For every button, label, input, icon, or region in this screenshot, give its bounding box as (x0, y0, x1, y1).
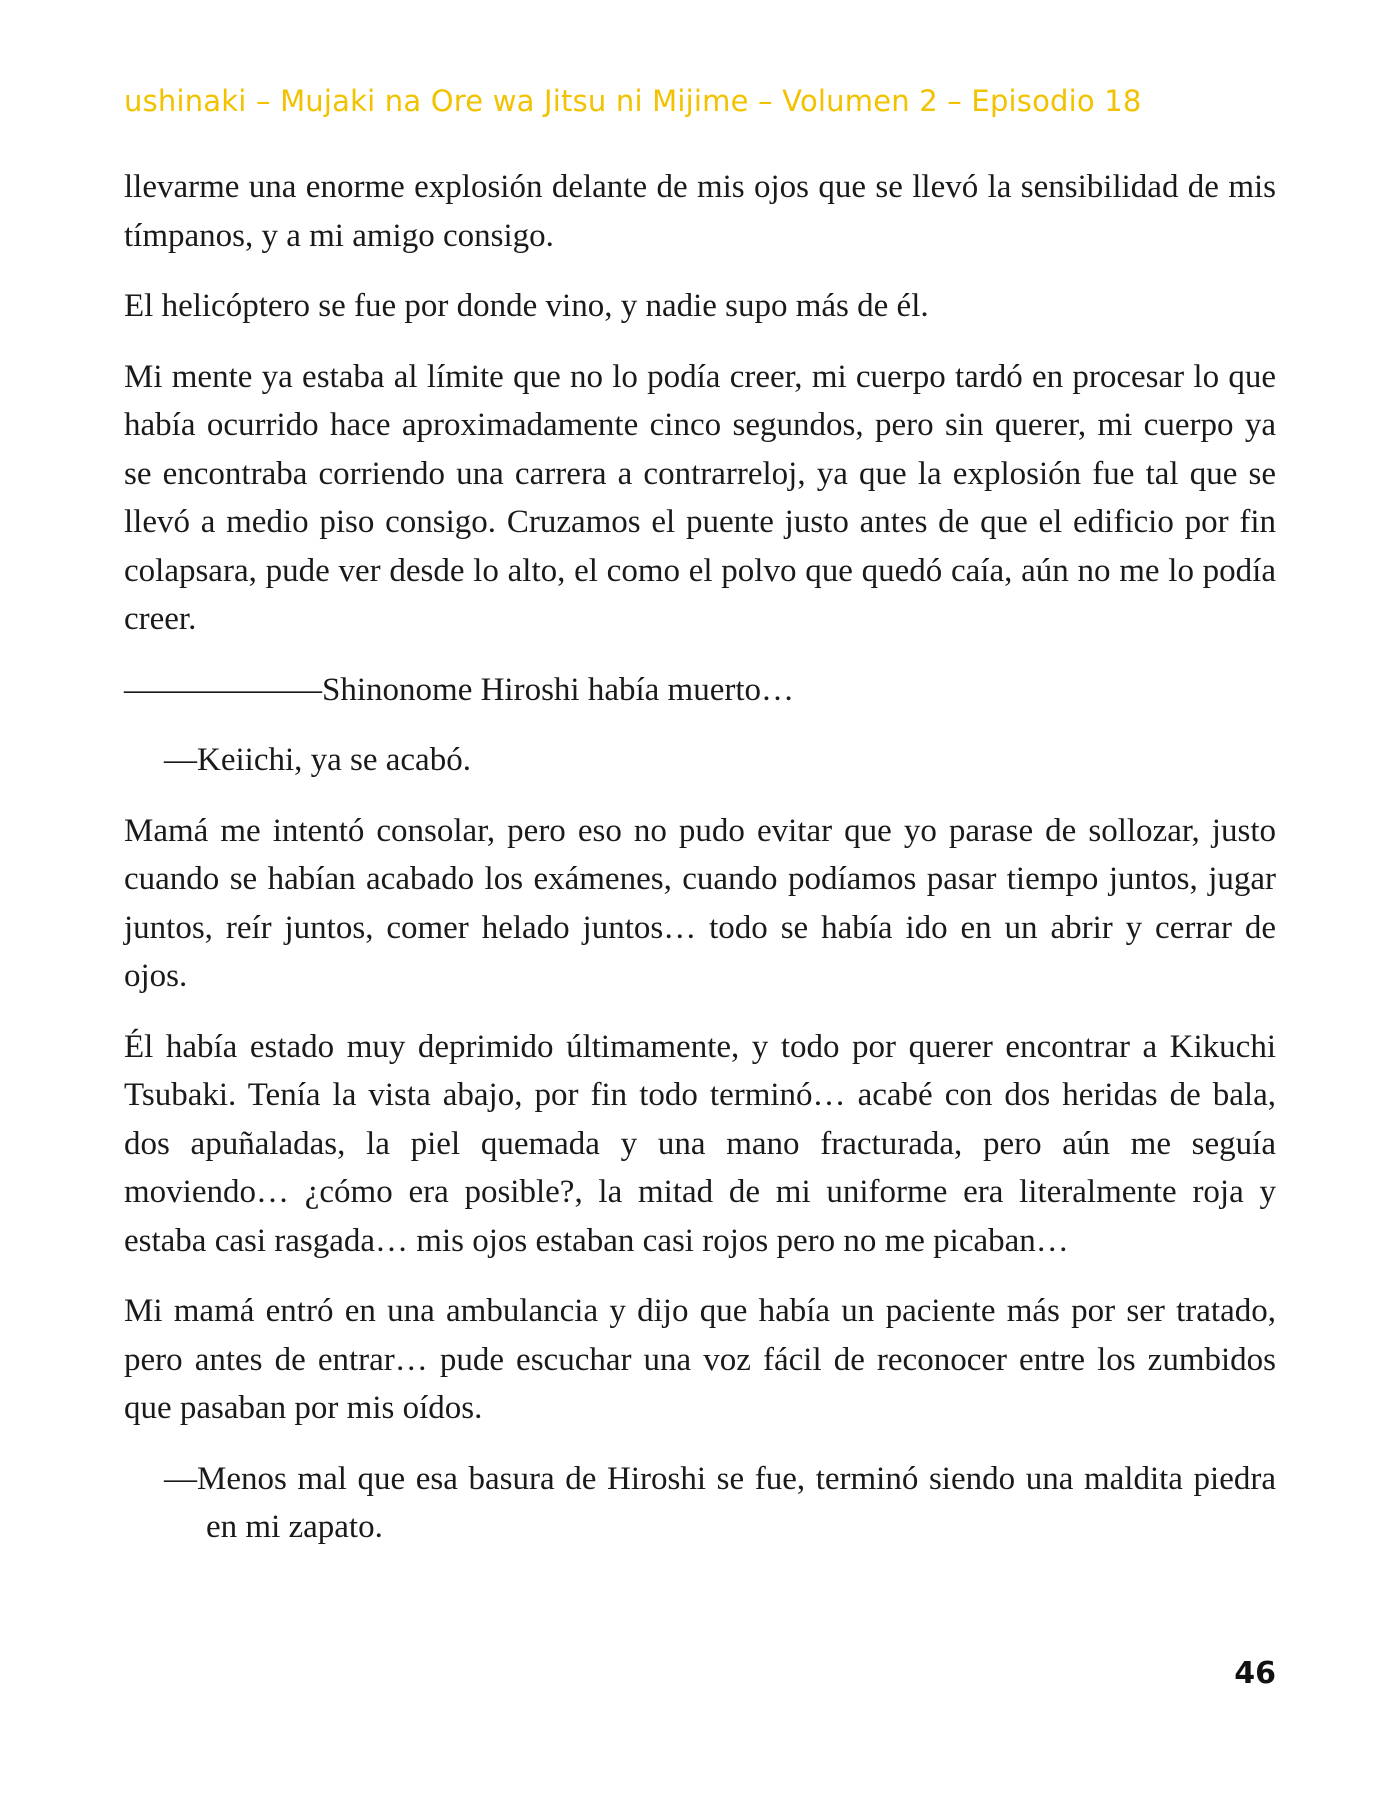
page-number: 46 (1234, 1656, 1276, 1691)
dialogue-line: —Menos mal que esa basura de Hiroshi se fue, terminó siendo una maldita piedra en mi zapato. (164, 1460, 1276, 1545)
dialogue-line: —Keiichi, ya se acabó. (164, 742, 471, 778)
body-text (124, 163, 1276, 1574)
paragraph: Mamá me intentó consolar, pero eso no pudo evitar que yo parase de sollozar, justo cuando se habían acabado los exámenes, cuando podíamos pasar tiempo juntos, jugar juntos, reír juntos, comer helado juntos… todo se había ido en un abrir y cerrar de ojos. (124, 812, 1276, 994)
running-header: ushinaki – Mujaki na Ore wa Jitsu ni Mijime – Volumen 2 – Episodio 18 (124, 84, 1142, 118)
scene-break-line: ——————Shinonome Hiroshi había muerto… (124, 671, 795, 708)
paragraph: llevarme una enorme explosión delante de mis ojos que se llevó la sensibilidad de mis tímpanos, y a mi amigo consigo. (124, 169, 1276, 254)
document-page (124, 0, 1276, 1812)
paragraph: El helicóptero se fue por donde vino, y nadie supo más de él. (124, 288, 929, 324)
paragraph: Mi mente ya estaba al límite que no lo podía creer, mi cuerpo tardó en procesar lo que había ocurrido hace aproximadamente cinco segundos, pero sin querer, mi cuerpo ya se encontraba corriendo una carrera a contrarreloj, ya que la explosión fue tal que se llevó a medio piso consigo. Cruzamos el puente justo antes de que el edificio por fin colapsara, pude ver desde lo alto, el como el polvo que quedó caía, aún no me lo podía creer. (124, 358, 1276, 637)
paragraph: Él había estado muy deprimido últimamente, y todo por querer encontrar a Kikuchi Tsubaki. Tenía la vista abajo, por fin todo terminó… acabé con dos heridas de bala, dos apuñaladas, la piel quemada y una mano fracturada, pero aún me seguía moviendo… ¿cómo era posible?, la mitad de mi uniforme era literalmente roja y estaba casi rasgada… mis ojos estaban casi rojos pero no me picaban… (124, 1028, 1276, 1259)
paragraph: Mi mamá entró en una ambulancia y dijo que había un paciente más por ser tratado, pero antes de entrar… pude escuchar una voz fácil de reconocer entre los zumbidos que pasaban por mis oídos. (124, 1293, 1276, 1426)
